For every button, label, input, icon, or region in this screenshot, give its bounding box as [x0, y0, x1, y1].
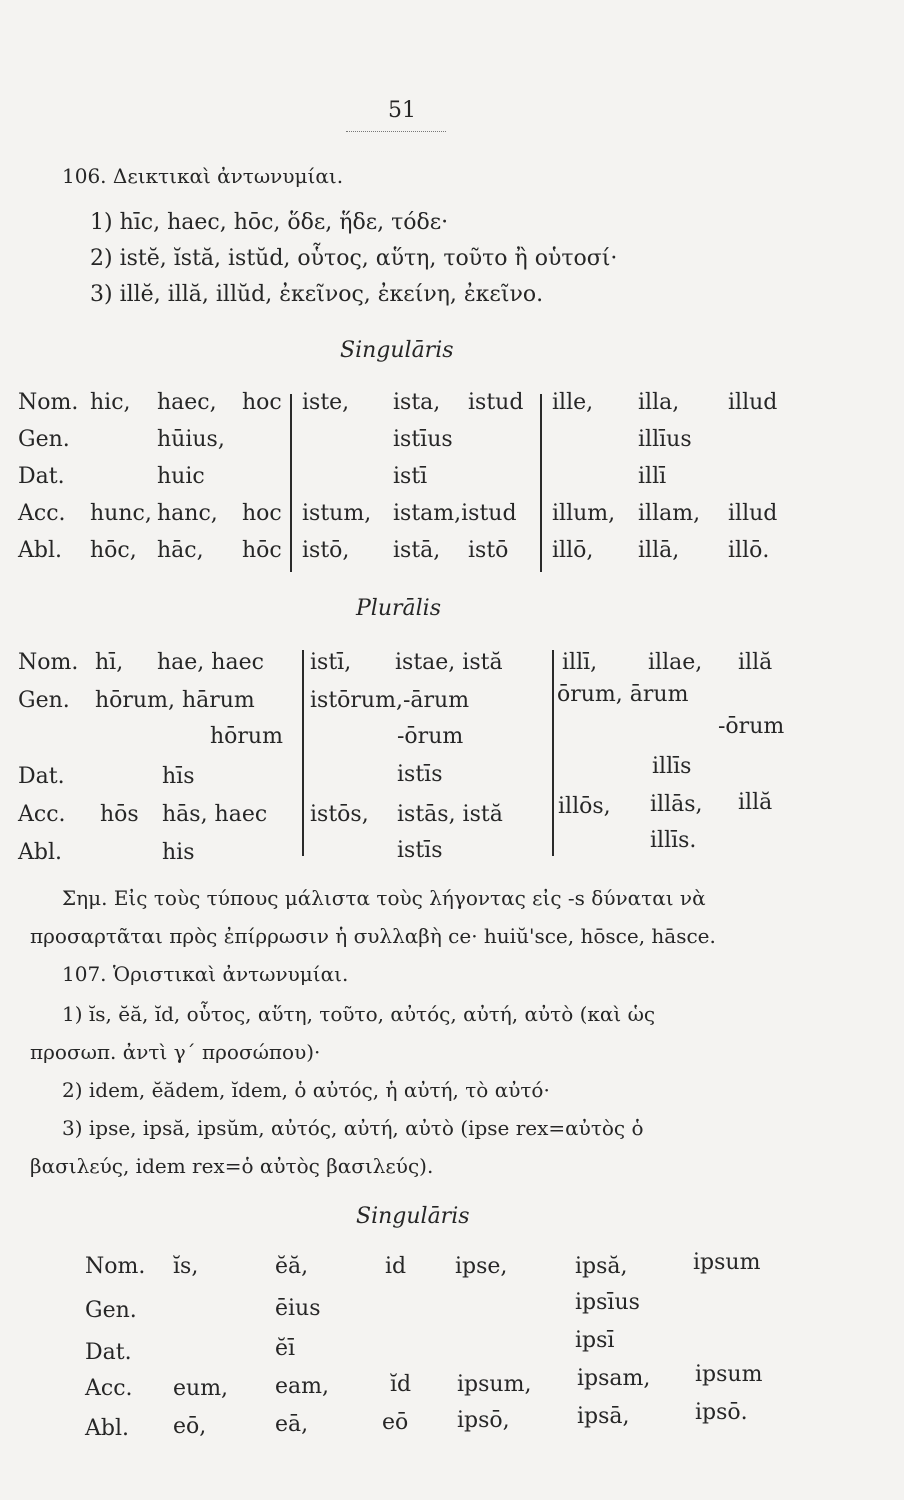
case-label: Acc. — [85, 1376, 133, 1401]
form: illōs, — [558, 794, 611, 819]
form: id — [385, 1254, 407, 1279]
s107-line-1a: 1) ĭs, ĕă, ĭd, οὗτος, αὕτη, τοῦτο, αὐτός, αὐτή, αὐτὸ (καὶ ὡς — [62, 1002, 656, 1026]
section-106-heading: 106. Δεικτικαὶ ἀντωνυμίαι. — [62, 164, 344, 188]
case-label: Gen. — [18, 688, 70, 713]
form: illī, — [562, 650, 598, 675]
s106-note-line-1: Σημ. Εἰς τοὺς τύπους μάλιστα τοὺς λήγοντας εἰς -s δύναται νὰ — [62, 886, 706, 910]
s106-plural-divider-1 — [302, 650, 304, 856]
s107-line-1b: προσωπ. ἀντὶ γ΄ προσώπου)· — [30, 1040, 321, 1064]
form: istam,istud — [393, 501, 517, 526]
form: ipsum, — [457, 1372, 532, 1397]
s106-line-3: 3) illĕ, illă, illŭd, ἐκεῖνος, ἐκείνη, ἐκεῖνο. — [90, 282, 544, 307]
form: illīs. — [650, 828, 697, 853]
form: -ōrum — [397, 724, 464, 749]
form: hoc — [242, 390, 282, 415]
form: hae, haec — [157, 650, 264, 675]
form: istōrum,-ārum — [310, 688, 470, 713]
form: eam, — [275, 1374, 329, 1399]
s106-plural-divider-2 — [552, 650, 554, 856]
form: hī, — [95, 650, 124, 675]
form: ōrum, ārum — [557, 682, 689, 707]
form: hunc, — [90, 501, 152, 526]
s106-plural-title: Plurālis — [356, 596, 442, 621]
form: haec, — [157, 390, 217, 415]
form: ĕă, — [275, 1254, 309, 1279]
form: istīs — [397, 762, 443, 787]
form: istōs, — [310, 802, 369, 827]
s106-note-line-2: προσαρτᾶται πρὸς ἐπίρρωσιν ἡ συλλαβὴ ce· huiŭ'sce, hōsce, hāsce. — [30, 924, 716, 948]
form: ĭs, — [173, 1254, 199, 1279]
page-number: 51 — [388, 98, 416, 123]
form: illī — [638, 464, 667, 489]
section-107-heading: 107. Ὁριστικαὶ ἀντωνυμίαι. — [62, 962, 349, 986]
form: hīs — [162, 764, 195, 789]
form: istī — [393, 464, 428, 489]
case-label: Gen. — [18, 427, 70, 452]
form: ipsō. — [695, 1400, 748, 1425]
form: ipsă, — [575, 1254, 628, 1279]
form: illam, — [638, 501, 701, 526]
form: ĭd — [390, 1372, 412, 1397]
s107-line-2: 2) idem, ĕădem, ĭdem, ὁ αὐτός, ἡ αὐτή, τὸ αὐτό· — [62, 1078, 550, 1102]
form: ipsīus — [575, 1290, 640, 1315]
case-label: Dat. — [85, 1340, 132, 1365]
form: eō — [382, 1410, 409, 1435]
form: huic — [157, 464, 205, 489]
form: ipsam, — [577, 1366, 651, 1391]
s107-singular-title: Singulāris — [356, 1204, 470, 1229]
form: illud — [728, 501, 778, 526]
form: eā, — [275, 1412, 309, 1437]
case-label: Acc. — [18, 802, 66, 827]
form: illă — [738, 790, 773, 815]
form: illum, — [552, 501, 616, 526]
form: illīus — [638, 427, 692, 452]
form: istō — [468, 538, 509, 563]
form: hōrum, hārum — [95, 688, 255, 713]
form: ipsī — [575, 1328, 615, 1353]
form: istā, — [393, 538, 441, 563]
form: hōs — [100, 802, 139, 827]
case-label: Abl. — [18, 538, 62, 563]
form: -ōrum — [718, 714, 785, 739]
case-label: Nom. — [85, 1254, 146, 1279]
case-label: Nom. — [18, 390, 79, 415]
form: illō, — [552, 538, 594, 563]
case-label: Acc. — [18, 501, 66, 526]
s106-singular-divider-1 — [290, 394, 292, 572]
case-label: Dat. — [18, 464, 65, 489]
form: hanc, — [157, 501, 218, 526]
form: illă — [738, 650, 773, 675]
form: hic, — [90, 390, 131, 415]
form: istum, — [302, 501, 372, 526]
s106-line-2: 2) istĕ, ĭstă, istŭd, οὗτος, αὕτη, τοῦτο ἢ οὑτοσί· — [90, 246, 618, 271]
case-label: Gen. — [85, 1298, 137, 1323]
s107-line-3b: βασιλεύς, idem rex=ὁ αὐτὸς βασιλεύς). — [30, 1154, 434, 1178]
form: ipsā, — [577, 1404, 630, 1429]
form: istīus — [393, 427, 453, 452]
form: hoc — [242, 501, 282, 526]
s106-line-1: 1) hīc, haec, hōc, ὅδε, ἥδε, τόδε· — [90, 210, 449, 235]
form: eum, — [173, 1376, 229, 1401]
form: istās, istă — [397, 802, 503, 827]
form: ēius — [275, 1296, 321, 1321]
case-label: Dat. — [18, 764, 65, 789]
s106-singular-divider-2 — [540, 394, 542, 572]
form: illīs — [652, 754, 692, 779]
form: ipsō, — [457, 1408, 510, 1433]
form: ista, — [393, 390, 441, 415]
header-rule — [346, 131, 446, 132]
form: eō, — [173, 1414, 207, 1439]
form: hōc, — [90, 538, 137, 563]
form: ipse, — [455, 1254, 508, 1279]
form: istīs — [397, 838, 443, 863]
form: illās, — [650, 792, 703, 817]
form: ille, — [552, 390, 594, 415]
form: ipsum — [695, 1362, 763, 1387]
form: illae, — [648, 650, 703, 675]
s107-line-3a: 3) ipse, ipsă, ipsŭm, αὐτός, αὐτή, αὐτὸ (ipse rex=αὐτὸς ὁ — [62, 1116, 644, 1140]
form: hōc — [242, 538, 282, 563]
form: hās, haec — [162, 802, 268, 827]
case-label: Abl. — [85, 1416, 129, 1441]
form: ipsum — [693, 1250, 761, 1275]
form: hāc, — [157, 538, 204, 563]
form: istae, istă — [395, 650, 503, 675]
form: iste, — [302, 390, 350, 415]
form: illā, — [638, 538, 680, 563]
case-label: Abl. — [18, 840, 62, 865]
form: illud — [728, 390, 778, 415]
form: istud — [468, 390, 524, 415]
s106-singular-title: Singulāris — [340, 338, 454, 363]
form: istī, — [310, 650, 352, 675]
form: ĕī — [275, 1336, 296, 1361]
case-label: Nom. — [18, 650, 79, 675]
form: hōrum — [210, 724, 283, 749]
form: illa, — [638, 390, 680, 415]
form: illō. — [728, 538, 770, 563]
form: his — [162, 840, 195, 865]
form: istō, — [302, 538, 350, 563]
form: hūius, — [157, 427, 225, 452]
